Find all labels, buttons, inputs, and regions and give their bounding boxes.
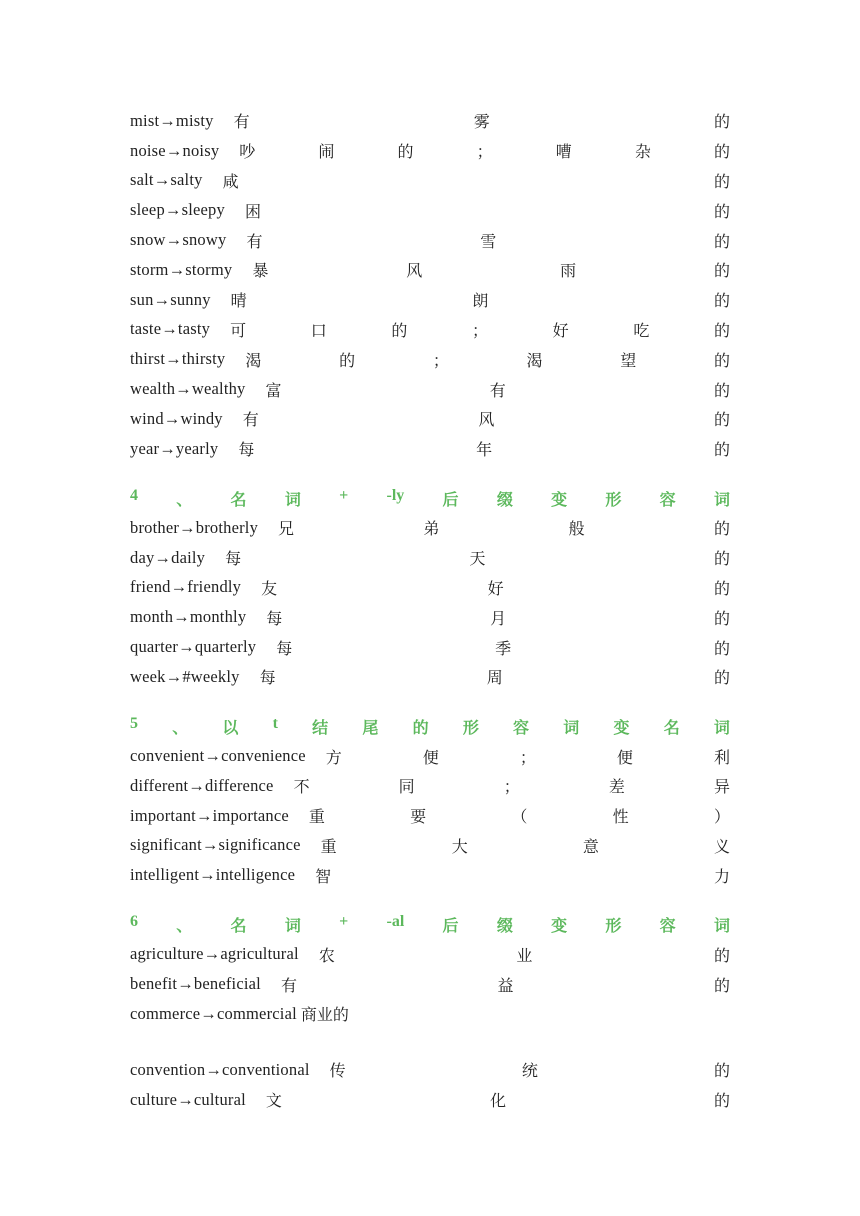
chinese-char: 农	[318, 945, 335, 965]
vocab-row	[130, 225, 730, 255]
chinese-char: 兄	[278, 519, 295, 539]
chinese-char: 要	[410, 807, 427, 827]
chinese-char: 晴	[230, 291, 247, 311]
vocab-row	[130, 106, 730, 136]
vocab-row	[130, 374, 730, 404]
chinese-char: 益	[497, 975, 514, 995]
english-word-pair: convention→conventional	[130, 1059, 310, 1079]
heading-glyph: 缀	[496, 916, 513, 936]
vocab-row	[130, 543, 730, 573]
english-word-pair: convenient→convenience	[130, 746, 306, 766]
english-word-pair: brother→brotherly	[130, 517, 259, 537]
chinese-char: 的	[713, 350, 730, 370]
chinese-meaning	[225, 546, 730, 569]
chinese-meaning	[243, 407, 730, 430]
vocab-row	[130, 404, 730, 434]
heading-glyph: 变	[551, 489, 568, 509]
heading-glyph: 容	[513, 717, 530, 737]
heading-glyph: 词	[284, 916, 301, 936]
english-word-pair: noise→noisy	[130, 140, 220, 160]
vocab-row	[130, 831, 730, 861]
chinese-char: 渴	[526, 350, 543, 370]
chinese-char: 便	[422, 747, 439, 767]
chinese-char: 周	[486, 668, 503, 688]
chinese-char: 季	[495, 638, 512, 658]
chinese-char: 困	[244, 201, 261, 221]
chinese-char: 的	[713, 112, 730, 132]
chinese-char: 便	[616, 747, 633, 767]
vocab-row	[130, 285, 730, 315]
chinese-char: 的	[713, 668, 730, 688]
heading-glyph: 词	[284, 489, 301, 509]
heading-glyph: +	[339, 486, 349, 504]
chinese-char: 有	[246, 231, 263, 251]
english-word-pair: wind→windy	[130, 408, 223, 428]
heading-glyph: 容	[659, 916, 676, 936]
heading-glyph: 结	[312, 717, 329, 737]
chinese-meaning	[326, 745, 730, 768]
chinese-char: 风	[406, 261, 423, 281]
vocab-row	[130, 513, 730, 543]
vocab-row	[130, 344, 730, 374]
vocab-row	[130, 940, 730, 970]
chinese-meaning	[239, 139, 730, 162]
chinese-char: 重	[308, 807, 325, 827]
chinese-char: 义	[713, 836, 730, 856]
heading-glyph: 以	[222, 717, 239, 737]
heading-glyph: 后	[442, 489, 459, 509]
chinese-meaning	[230, 318, 730, 341]
document-page	[130, 106, 730, 1114]
vocab-row	[130, 602, 730, 632]
section-5-list	[130, 741, 730, 890]
english-word-pair: mist→misty	[130, 110, 214, 130]
chinese-meaning	[294, 774, 730, 797]
chinese-char: 雪	[480, 231, 497, 251]
chinese-char: 有	[233, 112, 250, 132]
heading-glyph: 变	[551, 916, 568, 936]
chinese-meaning	[238, 437, 730, 460]
vocab-row	[130, 662, 730, 692]
chinese-char: 的	[713, 320, 730, 340]
heading-glyph: 、	[172, 717, 189, 737]
heading-glyph: 6	[130, 913, 138, 931]
chinese-char: 的	[713, 638, 730, 658]
heading-glyph: -ly	[386, 486, 405, 504]
chinese-char: 的	[713, 291, 730, 311]
chinese-char: 吵	[239, 142, 256, 162]
chinese-char: 不	[293, 777, 310, 797]
heading-glyph: 形	[605, 916, 622, 936]
chinese-meaning	[252, 258, 730, 281]
chinese-meaning	[260, 665, 730, 688]
english-word-pair: commerce→commercial	[130, 1003, 297, 1023]
chinese-char: ）	[713, 807, 730, 827]
chinese-meaning	[231, 288, 730, 311]
chinese-char: 口	[310, 320, 327, 340]
chinese-char: 传	[329, 1061, 346, 1081]
english-word-pair: salt→salty	[130, 170, 203, 190]
chinese-char: 的	[713, 142, 730, 162]
vocab-row	[130, 195, 730, 225]
chinese-char: 的	[713, 519, 730, 539]
english-word-pair: sleep→sleepy	[130, 200, 225, 220]
chinese-char: 咸	[222, 171, 239, 191]
chinese-char: 风	[478, 410, 495, 430]
heading-glyph: 词	[713, 916, 730, 936]
chinese-char: ；	[472, 320, 489, 340]
english-word-pair: friend→friendly	[130, 577, 242, 597]
chinese-meaning: 商业的	[300, 1005, 349, 1025]
heading-glyph: 变	[613, 717, 630, 737]
chinese-meaning	[266, 1088, 730, 1111]
chinese-char: 的	[713, 608, 730, 628]
chinese-meaning	[266, 378, 730, 401]
chinese-char: 闹	[318, 142, 335, 162]
heading-glyph: 、	[176, 916, 193, 936]
chinese-char: 的	[713, 261, 730, 281]
heading-glyph: 4	[130, 486, 138, 504]
chinese-char: 每	[259, 668, 276, 688]
chinese-char: 年	[476, 440, 493, 460]
chinese-char: 每	[276, 638, 293, 658]
section-3-list	[130, 106, 730, 464]
section-5-heading	[130, 711, 730, 741]
english-word-pair: month→monthly	[130, 607, 247, 627]
english-word-pair: sun→sunny	[130, 289, 211, 309]
chinese-char: ；	[503, 777, 520, 797]
chinese-char: 有	[242, 410, 259, 430]
vocab-row	[130, 255, 730, 285]
chinese-meaning	[223, 169, 730, 192]
chinese-char: 的	[391, 320, 408, 340]
chinese-meaning	[266, 606, 730, 629]
chinese-char: 每	[238, 440, 255, 460]
heading-glyph: 形	[462, 717, 479, 737]
section-4-list	[130, 513, 730, 692]
chinese-char: 方	[325, 747, 342, 767]
chinese-meaning	[261, 576, 730, 599]
english-word-pair: week→#weekly	[130, 666, 240, 686]
chinese-char: 的	[713, 945, 730, 965]
heading-glyph: -al	[386, 913, 405, 931]
chinese-char: 望	[620, 350, 637, 370]
chinese-meaning	[245, 348, 730, 371]
chinese-meaning	[281, 973, 730, 996]
heading-glyph: t	[272, 714, 278, 732]
chinese-char: 的	[713, 975, 730, 995]
english-word-pair: snow→snowy	[130, 230, 227, 250]
chinese-char: 同	[398, 777, 415, 797]
chinese-char: 每	[225, 549, 242, 569]
section-6-list	[130, 940, 730, 1000]
chinese-char: ；	[476, 142, 493, 162]
chinese-char: 朗	[472, 291, 489, 311]
chinese-meaning	[245, 199, 730, 222]
chinese-char: 的	[713, 1091, 730, 1111]
english-word-pair: quarter→quarterly	[130, 637, 257, 657]
heading-glyph: 、	[176, 489, 193, 509]
heading-glyph: 词	[713, 717, 730, 737]
chinese-char: 雾	[473, 112, 490, 132]
english-word-pair: benefit→beneficial	[130, 974, 261, 994]
chinese-char: 的	[713, 578, 730, 598]
english-word-pair: day→daily	[130, 547, 206, 567]
chinese-char: 雨	[560, 261, 577, 281]
english-word-pair: thirst→thirsty	[130, 349, 226, 369]
section-6-heading	[130, 910, 730, 940]
chinese-char: 的	[339, 350, 356, 370]
english-word-pair: storm→stormy	[130, 259, 233, 279]
heading-glyph: 缀	[496, 489, 513, 509]
vocab-row	[130, 166, 730, 196]
chinese-char: 渴	[245, 350, 262, 370]
heading-glyph: +	[339, 913, 349, 931]
chinese-char: 意	[582, 836, 599, 856]
english-word-pair: agriculture→agricultural	[130, 944, 299, 964]
chinese-char: 好	[552, 320, 569, 340]
chinese-meaning	[234, 109, 730, 132]
english-word-pair: significant→significance	[130, 835, 301, 855]
chinese-char: 富	[265, 380, 282, 400]
chinese-char: 文	[265, 1091, 282, 1111]
chinese-char: 嘈	[555, 142, 572, 162]
vocab-row	[130, 434, 730, 464]
chinese-char: 的	[713, 171, 730, 191]
english-word-pair: year→yearly	[130, 438, 219, 458]
heading-glyph: 词	[563, 717, 580, 737]
heading-glyph: 名	[230, 489, 247, 509]
heading-glyph: 的	[412, 717, 429, 737]
chinese-char: 大	[451, 836, 468, 856]
chinese-char: 有	[489, 380, 506, 400]
chinese-char: 弟	[423, 519, 440, 539]
vocab-row	[130, 801, 730, 831]
chinese-char: 天	[469, 549, 486, 569]
heading-glyph: 尾	[362, 717, 379, 737]
chinese-char: 的	[713, 380, 730, 400]
chinese-meaning	[278, 516, 730, 539]
english-word-pair: wealth→wealthy	[130, 379, 246, 399]
chinese-char: 暴	[252, 261, 269, 281]
heading-glyph: 容	[659, 489, 676, 509]
chinese-meaning	[315, 864, 730, 887]
english-word-pair: intelligent→intelligence	[130, 865, 296, 885]
chinese-char: 的	[713, 549, 730, 569]
chinese-char: 异	[713, 777, 730, 797]
chinese-char: 的	[397, 142, 414, 162]
chinese-char: 的	[713, 231, 730, 251]
chinese-char: 般	[568, 519, 585, 539]
section-6-list-continued	[130, 1055, 730, 1115]
english-word-pair: culture→cultural	[130, 1089, 246, 1109]
vocab-row	[130, 1055, 730, 1085]
english-word-pair: taste→tasty	[130, 319, 211, 339]
chinese-char: 吃	[633, 320, 650, 340]
heading-glyph: 名	[230, 916, 247, 936]
vocab-row	[130, 136, 730, 166]
chinese-meaning	[246, 229, 730, 252]
chinese-char: ；	[519, 747, 536, 767]
chinese-char: （	[511, 807, 528, 827]
chinese-char: 每	[266, 608, 283, 628]
chinese-char: 友	[261, 578, 278, 598]
chinese-char: 杂	[634, 142, 651, 162]
chinese-char: 差	[608, 777, 625, 797]
heading-glyph: 5	[130, 714, 138, 732]
vocab-row	[130, 632, 730, 662]
chinese-char: 的	[713, 410, 730, 430]
chinese-meaning	[321, 834, 730, 857]
chinese-meaning	[276, 636, 730, 659]
vocab-row	[130, 969, 730, 999]
chinese-char: 的	[713, 201, 730, 221]
heading-glyph: 词	[713, 489, 730, 509]
chinese-char: 的	[713, 1061, 730, 1081]
vocab-row	[130, 860, 730, 890]
chinese-meaning	[309, 804, 730, 827]
chinese-char: ；	[432, 350, 449, 370]
chinese-char: 性	[612, 807, 629, 827]
chinese-char: 重	[320, 836, 337, 856]
chinese-char: 统	[521, 1061, 538, 1081]
chinese-char: 利	[713, 747, 730, 767]
english-word-pair: important→importance	[130, 805, 289, 825]
chinese-char: 有	[280, 975, 297, 995]
english-word-pair: different→difference	[130, 775, 274, 795]
chinese-meaning	[330, 1058, 730, 1081]
section-4-heading	[130, 483, 730, 513]
heading-glyph: 后	[442, 916, 459, 936]
chinese-char: 可	[230, 320, 247, 340]
chinese-char: 智	[315, 866, 332, 886]
vocab-row	[130, 771, 730, 801]
vocab-row	[130, 573, 730, 603]
vocab-row-commerce	[130, 999, 730, 1029]
chinese-char: 月	[490, 608, 507, 628]
chinese-char: 力	[713, 866, 730, 886]
heading-glyph: 形	[605, 489, 622, 509]
chinese-char: 业	[516, 945, 533, 965]
heading-glyph: 名	[663, 717, 680, 737]
chinese-char: 好	[487, 578, 504, 598]
vocab-row	[130, 315, 730, 345]
chinese-meaning	[319, 943, 730, 966]
vocab-row	[130, 741, 730, 771]
chinese-char: 的	[713, 440, 730, 460]
vocab-row	[130, 1085, 730, 1115]
chinese-char: 化	[489, 1091, 506, 1111]
